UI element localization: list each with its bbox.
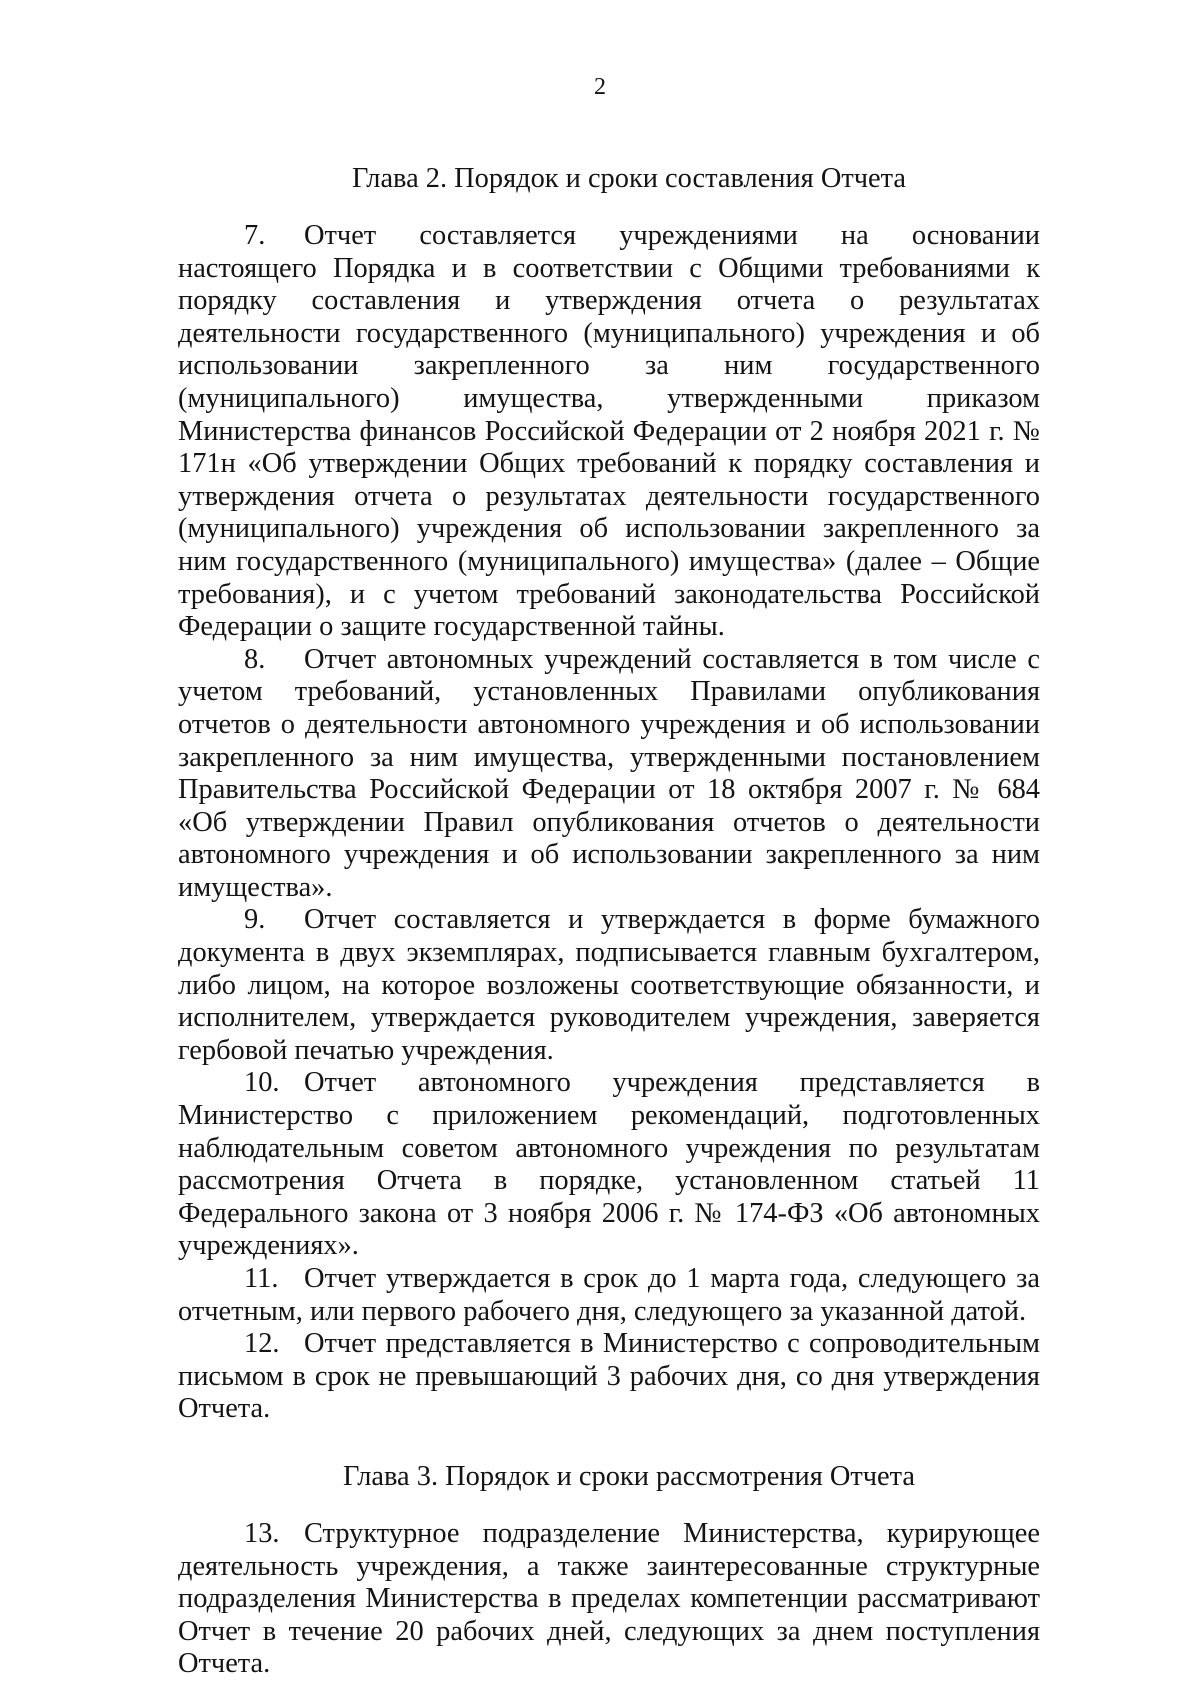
paragraph-text: Отчет автономного учреждения представляется в Министерство с приложением рекомендаций, подготовленных наблюдательным советом автономного учреждения по результатам рассмотрения Отчета в порядке, установленном статьей 11 Федерального закона от 3 ноября 2006 г. № 174-ФЗ «Об автономных учреждениях». bbox=[178, 1067, 1040, 1262]
paragraph-text: Отчет утверждается в срок до 1 марта года, следующего за отчетным, или первого рабочего дня, следующего за указанной датой. bbox=[178, 1263, 1040, 1327]
chapter-3-title: Глава 3. Порядок и сроки рассмотрения Отчета bbox=[342, 1460, 916, 1492]
paragraph-number: 13. bbox=[244, 1517, 280, 1549]
paragraph-text: Структурное подразделение Министерства, курирующее деятельность учреждения, а также заинтересованные структурные подразделения Министерства в пределах компетенции рассматривают Отчет в течение 20 рабочих дней, следующих за днем поступления Отчета. bbox=[178, 1517, 1040, 1680]
page-number: 2 bbox=[594, 74, 606, 100]
paragraph-9 bbox=[178, 904, 1040, 1067]
paragraph-10 bbox=[178, 1067, 1040, 1263]
paragraph-number: 9. bbox=[244, 904, 266, 936]
paragraph-number: 8. bbox=[244, 643, 266, 675]
chapter-2-title: Глава 2. Порядок и сроки составления Отчета bbox=[352, 163, 906, 194]
paragraph-text: Отчет представляется в Министерство с сопроводительным письмом в срок не превышающий 3 рабочих дня, со дня утверждения Отчета. bbox=[178, 1328, 1040, 1425]
paragraph-text: Отчет автономных учреждений составляется в том числе с учетом требований, установленных Правилами опубликования отчетов о деятельности автономного учреждения и об использовании закрепленного за ним имущества, утвержденными постановлением Правительства Российской Федерации от 18 октября 2007 г. № 684 «Об утверждении Правил опубликования отчетов о деятельности автономного учреждения и об использовании закрепленного за ним имущества». bbox=[178, 643, 1040, 903]
paragraph-number: 12. bbox=[244, 1328, 280, 1360]
paragraph-number: 10. bbox=[244, 1067, 280, 1099]
document-body bbox=[178, 162, 1040, 1681]
paragraph-7 bbox=[178, 220, 1040, 644]
paragraph-13 bbox=[178, 1518, 1040, 1681]
paragraph-12 bbox=[178, 1328, 1040, 1426]
paragraph-text: Отчет составляется и утверждается в форме бумажного документа в двух экземплярах, подписывается главным бухгалтером, либо лицом, на которое возложены соответствующие обязанности, и исполнителем, утверждается руководителем учреждения, заверяется гербовой печатью учреждения. bbox=[178, 904, 1040, 1066]
paragraph-8 bbox=[178, 644, 1040, 905]
paragraph-number: 7. bbox=[244, 220, 266, 251]
paragraph-number: 11. bbox=[244, 1263, 279, 1294]
paragraph-text: Отчет составляется учреждениями на основании настоящего Порядка и в соответствии с Общими требованиями к порядку составления и утверждения отчета о результатах деятельности государственного (муниципального) учреждения и об использовании закрепленного за ним государственного (муниципального) имущества, утвержденными приказом Министерства финансов Российской Федерации от 2 ноября 2021 г. № 171н «Об утверждении Общих требований к порядку составления и утверждения отчета о результатах деятельности государственного (муниципального) учреждения об использовании закрепленного за ним государственного (муниципального) имущества» (далее – Общие требования), и с учетом требований законодательства Российской Федерации о защите государственной тайны. bbox=[178, 220, 1040, 643]
paragraph-11 bbox=[178, 1263, 1040, 1328]
